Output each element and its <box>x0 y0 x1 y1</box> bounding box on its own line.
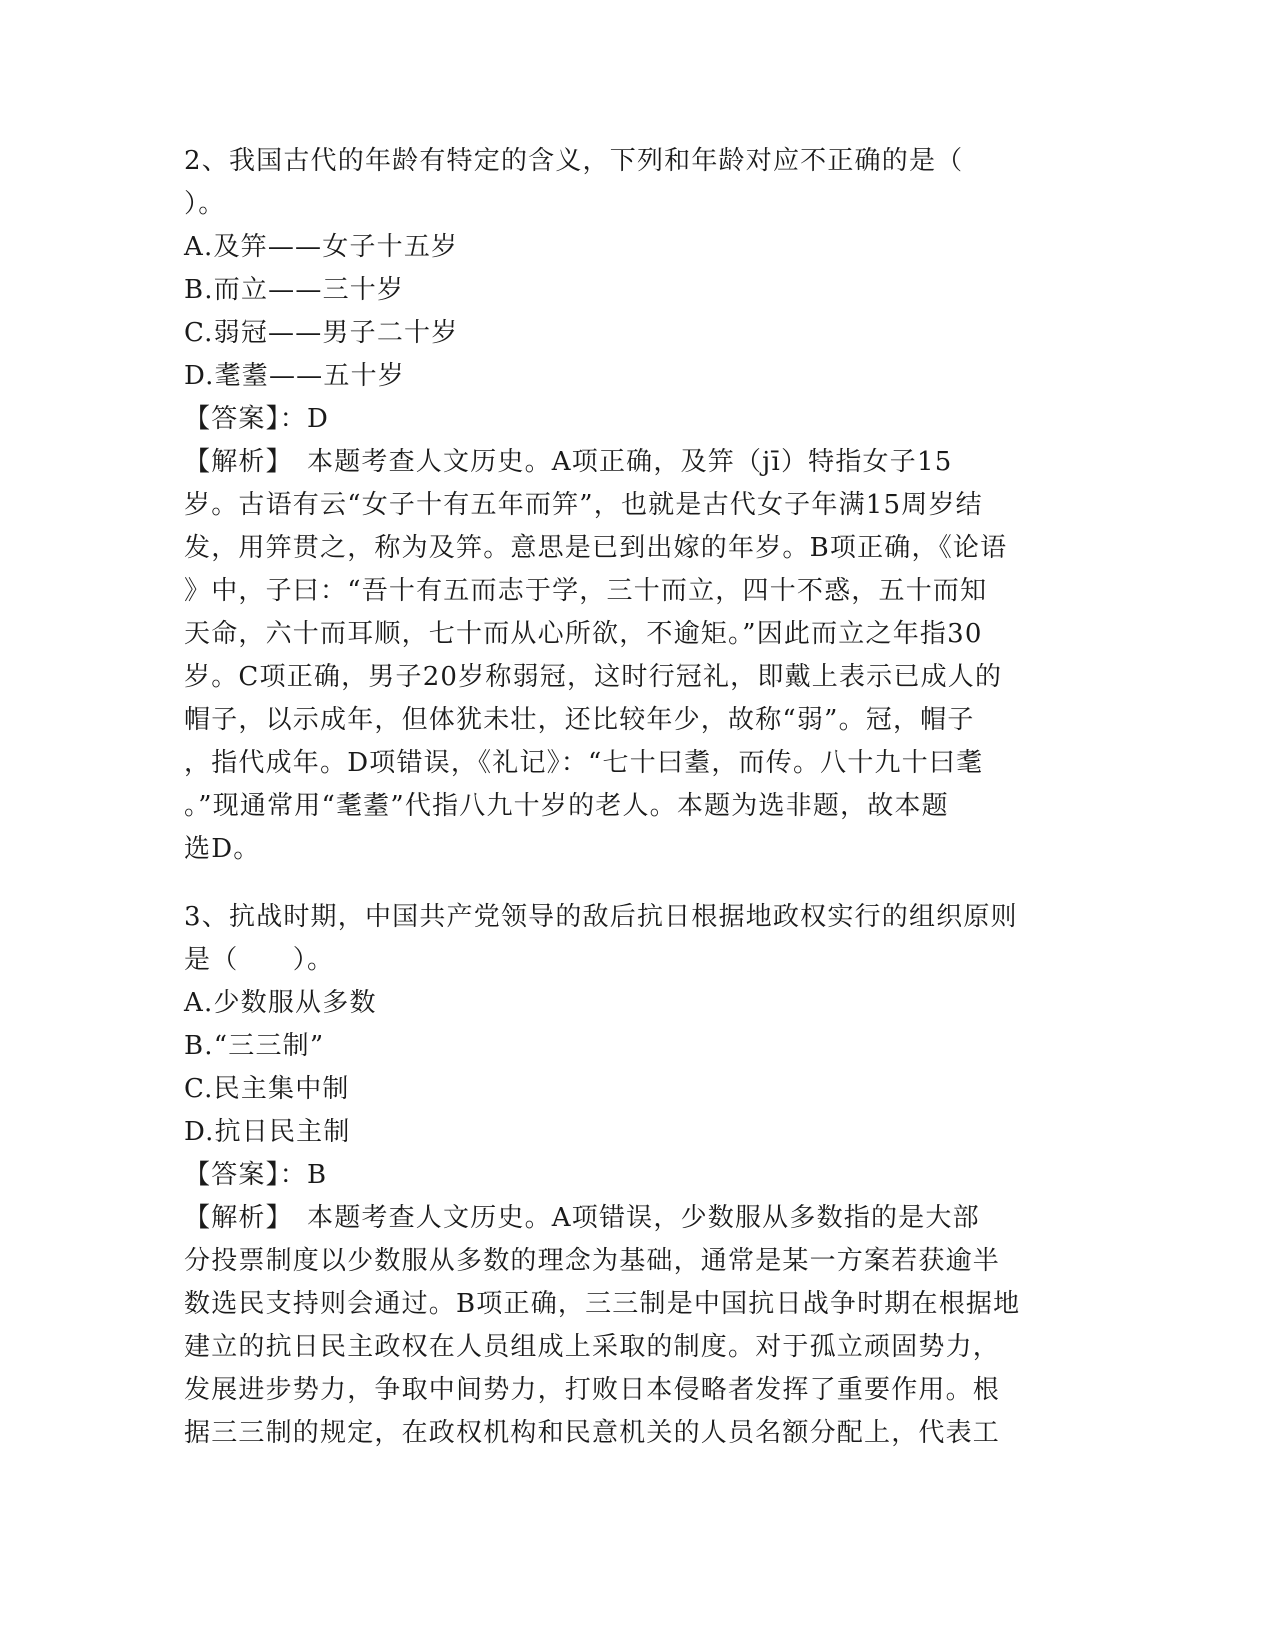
question-2 <box>184 140 1084 871</box>
document-page <box>184 140 1084 1455</box>
question-3-stem-line-2: 是（ ）。 <box>184 945 335 975</box>
question-3-answer: 【答案】：B <box>184 1160 328 1190</box>
question-2-analysis-line-4: 》中，子曰：“吾十有五而志于学，三十而立，四十不惑，五十而知 <box>184 576 988 606</box>
question-2-analysis-line-7: 帽子，以示成年，但体犹未壮，还比较年少，故称“弱”。冠，帽子 <box>184 705 975 735</box>
question-3-option-d: D.抗日民主制 <box>184 1117 351 1147</box>
question-3-analysis-line-4: 建立的抗日民主政权在人员组成上采取的制度。对于孤立顽固势力， <box>184 1332 1001 1362</box>
question-2-analysis-line-2: 岁。古语有云“女子十有五年而笄”，也就是古代女子年满15周岁结 <box>184 490 983 520</box>
question-2-analysis-line-1: 【解析】 本题考查人文历史。A项正确，及笄（jī）特指女子15 <box>184 447 953 477</box>
question-2-analysis-line-9: 。”现通常用“耄耋”代指八九十岁的老人。本题为选非题，故本题 <box>184 791 949 821</box>
question-2-analysis-line-10: 选D。 <box>184 834 261 864</box>
question-3-analysis-line-3: 数选民支持则会通过。B项正确，三三制是中国抗日战争时期在根据地 <box>184 1289 1021 1319</box>
question-2-analysis-line-5: 天命，六十而耳顺，七十而从心所欲，不逾矩。”因此而立之年指30 <box>184 619 983 649</box>
question-3-analysis-line-2: 分投票制度以少数服从多数的理念为基础，通常是某一方案若获逾半 <box>184 1246 1001 1276</box>
question-2-option-c: C.弱冠——男子二十岁 <box>184 318 459 348</box>
question-2-analysis-line-3: 发，用笄贯之，称为及笄。意思是已到出嫁的年岁。B项正确，《论语 <box>184 533 1008 563</box>
question-2-stem-line-1: 2、我国古代的年龄有特定的含义，下列和年龄对应不正确的是（ <box>184 146 964 176</box>
question-3-stem-line-1: 3、抗战时期，中国共产党领导的敌后抗日根据地政权实行的组织原则 <box>184 902 1018 932</box>
question-spacer <box>184 871 1084 896</box>
question-3-option-b: B.“三三制” <box>184 1031 325 1061</box>
question-3-option-a: A.少数服从多数 <box>184 988 377 1018</box>
question-3 <box>184 896 1084 1455</box>
question-2-option-d: D.耄耋——五十岁 <box>184 361 405 391</box>
question-2-answer: 【答案】：D <box>184 404 330 434</box>
question-3-option-c: C.民主集中制 <box>184 1074 350 1104</box>
question-3-analysis-line-6: 据三三制的规定，在政权机构和民意机关的人员名额分配上，代表工 <box>184 1418 1001 1448</box>
question-2-option-b: B.而立——三十岁 <box>184 275 405 305</box>
question-3-analysis-line-5: 发展进步势力，争取中间势力，打败日本侵略者发挥了重要作用。根 <box>184 1375 1001 1405</box>
question-3-analysis-line-1: 【解析】 本题考查人文历史。A项错误，少数服从多数指的是大部 <box>184 1203 980 1233</box>
question-2-stem-line-2: ）。 <box>184 189 226 219</box>
question-2-option-a: A.及笄——女子十五岁 <box>184 232 459 262</box>
question-2-analysis-line-8: ，指代成年。D项错误，《礼记》：“七十曰耋，而传。八十九十曰耄 <box>184 748 984 778</box>
question-2-analysis-line-6: 岁。C项正确，男子20岁称弱冠，这时行冠礼，即戴上表示已成人的 <box>184 662 1003 692</box>
